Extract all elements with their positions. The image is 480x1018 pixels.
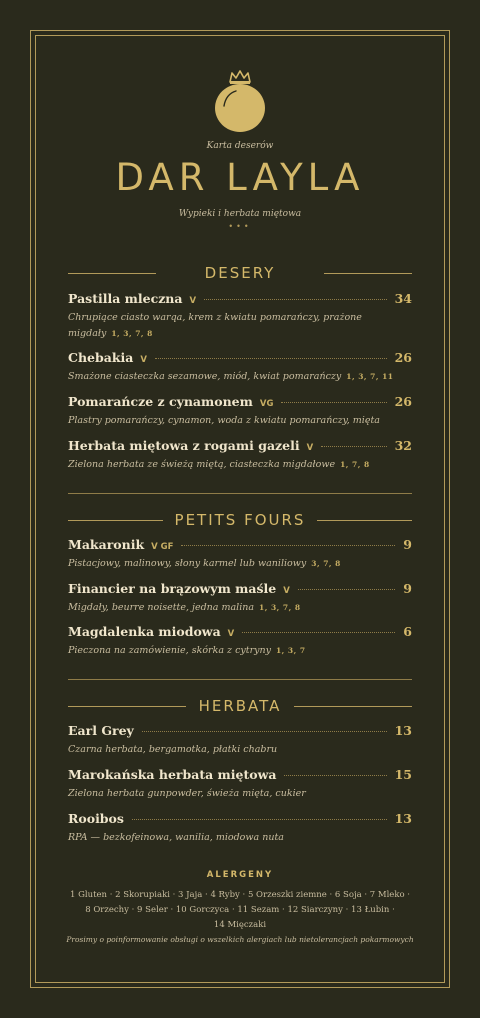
allergen-codes: 1, 7, 8 [340,460,370,469]
menu-item [68,291,412,342]
dot-leader [284,775,386,776]
item-description: Migdały, beurre noisette, jedna malina 1, 3, 7, 8 [68,602,301,613]
item-description: Pistacjowy, malinowy, słony karmel lub waniliowy 3, 7, 8 [68,558,341,569]
tagline: Wypieki i herbata miętowa [178,209,302,219]
item-name: Makaronik [68,537,145,552]
dot-leader [181,545,395,546]
section-header-herbata [68,697,412,717]
menu-item [68,581,412,616]
item-name: Marokańska herbata miętowa [68,767,277,782]
item-name: Pastilla mleczna [68,291,183,306]
dot-leader [281,402,386,403]
menu-item [68,537,412,572]
section-divider [68,679,412,680]
dot-leader [298,589,395,590]
allergen-codes: 1, 3, 7, 8 [111,329,153,338]
item-name: Magdalenka miodowa [68,624,221,639]
section-title: DESERY [204,264,276,282]
menu-item [68,438,412,473]
item-description: Plastry pomarańczy, cynamon, woda z kwiatu pomarańczy, mięta [68,415,380,426]
allergen-codes: 1, 3, 7, 11 [346,372,394,381]
item-price: 26 [394,394,412,409]
allergens-note: Prosimy o poinformowanie obsługi o wszelkich alergiach lub nietolerancjach pokarmowych [66,935,414,944]
dot-leader [155,358,387,359]
dietary-tag: V [227,629,235,639]
menu-item [68,811,412,846]
dietary-tag: V GF [151,542,174,552]
allergen-codes: 3, 7, 8 [311,559,341,568]
allergens-list [60,888,420,933]
decorative-dots: ••• [228,222,252,231]
item-price: 9 [403,581,412,596]
item-description: Czarna herbata, bergamotka, płatki chabru [68,744,278,755]
dot-leader [142,731,387,732]
menu-item [68,624,412,659]
dot-leader [204,299,387,300]
item-price: 26 [394,350,412,365]
item-price: 13 [394,811,412,826]
dietary-tag: V [283,586,290,596]
item-description: Zielona herbata gunpowder, świeża mięta, cukier [68,788,306,799]
item-price: 32 [394,438,412,453]
item-name: Chebakia [68,350,134,365]
item-name: Financier na brązowym maśle [68,581,277,596]
restaurant-name: DAR LAYLA [115,156,365,199]
item-description: Smażone ciasteczka sezamowe, miód, kwiat pomarańczy 1, 3, 7, 11 [68,371,394,382]
item-price: 9 [403,537,412,552]
menu-item [68,767,412,802]
dot-leader [132,819,387,820]
dot-leader [242,632,395,633]
menu-kicker: Karta deserów [206,141,274,151]
dot-leader [321,446,386,447]
item-name: Rooibos [68,811,124,826]
item-price: 13 [394,723,412,738]
allergens-title: ALERGENY [206,870,274,880]
allergens-line: 8 Orzechy · 9 Seler · 10 Gorczyca · 11 Sezam · 12 Siarczyny · 13 Łubin · [85,905,395,915]
item-price: 15 [394,767,412,782]
menu-item [68,350,412,385]
item-name: Pomarańcze z cynamonem [68,394,253,409]
item-description: RPA — bezkofeinowa, wanilia, miodowa nuta [68,832,284,843]
menu-item [68,723,412,758]
item-description: Pieczona na zamówienie, skórka z cytryny 1, 3, 7 [68,645,306,656]
dietary-tag: V [140,355,147,365]
dietary-tag: V [189,296,197,306]
item-price: 6 [403,624,412,639]
section-title: HERBATA [198,697,282,715]
allergens-line: 1 Gluten · 2 Skorupiaki · 3 Jaja · 4 Ryby · 5 Orzeszki ziemne · 6 Soja · 7 Mleko · [69,890,411,900]
section-divider [68,493,412,494]
section-title: PETITS FOURS [174,511,306,529]
item-name: Herbata miętowa z rogami gazeli [68,438,300,453]
item-description: Zielona herbata ze świeżą miętą, ciasteczka migdałowe 1, 7, 8 [68,459,370,470]
allergen-codes: 1, 3, 7 [275,646,306,655]
item-name: Earl Grey [68,723,134,738]
dietary-tag: VG [259,399,274,409]
menu-item [68,394,412,429]
section-header-desery [68,264,412,284]
item-price: 34 [394,291,412,306]
section-header-petits-fours [68,511,412,531]
allergen-codes: 1, 3, 7, 8 [259,603,301,612]
dietary-tag: V [306,443,314,453]
item-description: Chrupiące ciasto warqa, krem z kwiatu pomarańczy, prażone migdały 1, 3, 7, 8 [68,312,362,339]
pomegranate-crown-icon [206,66,274,134]
allergens-line: 14 Mięczaki [213,920,267,930]
